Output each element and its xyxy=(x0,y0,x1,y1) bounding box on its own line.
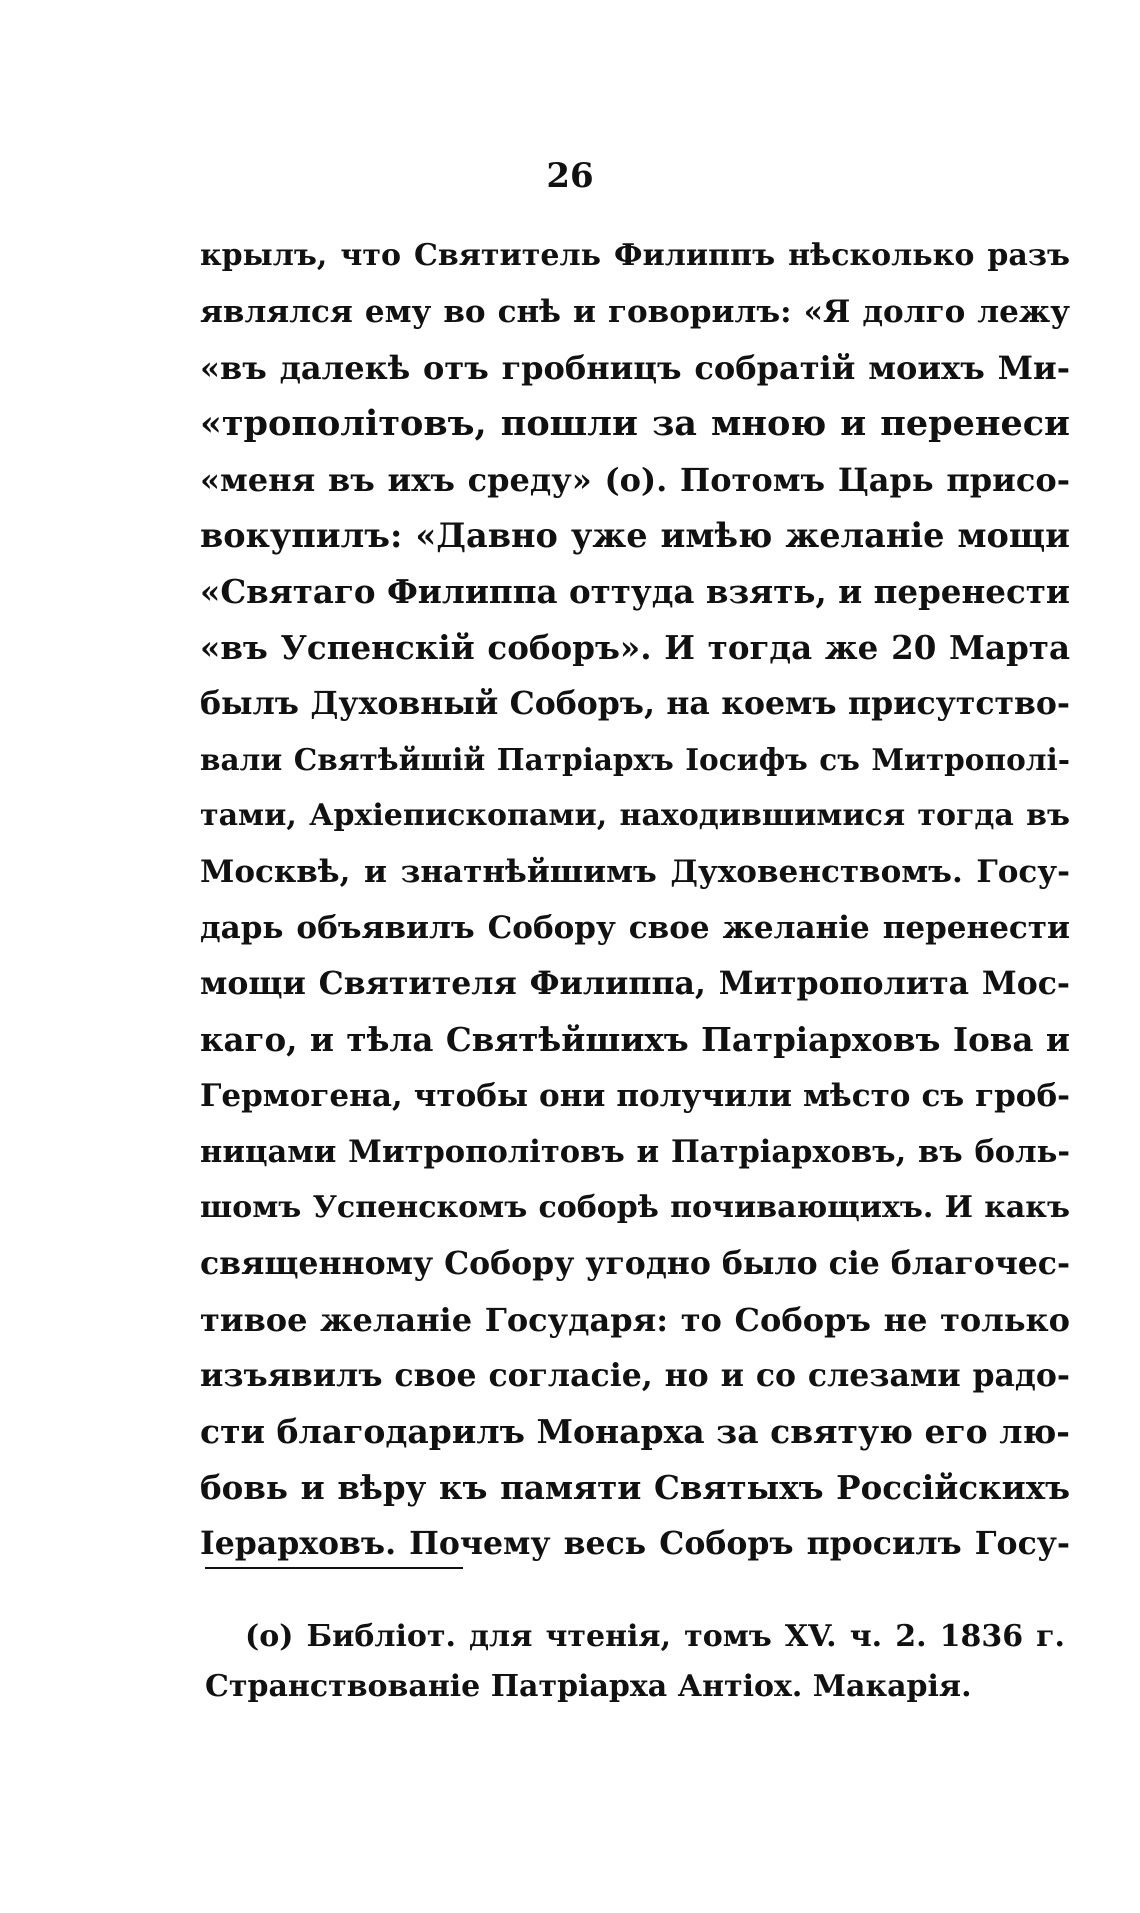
text-line: «въ Успенскій соборъ». И тогда же 20 Марта xyxy=(200,628,1070,667)
text-line: мощи Святителя Филиппа, Митрополита Мос- xyxy=(200,965,1070,1002)
page-number: 26 xyxy=(546,156,594,196)
text-line: «въ далекѣ отъ гробницъ собратій моихъ Ми- xyxy=(200,349,1070,387)
text-line: Гермогена, чтобы они получили мѣсто съ гроб- xyxy=(200,1078,1070,1114)
text-line: тами, Архіепископами, находившимися тогда въ xyxy=(200,798,1070,833)
text-line: священному Собору угодно было сіе благочес- xyxy=(200,1245,1071,1282)
text-line: дарь объявилъ Собору свое желаніе перенести xyxy=(200,910,1070,946)
text-line: сти благодарилъ Монарха за святую его лю- xyxy=(200,1412,1070,1451)
text-line: «меня въ ихъ среду» (о). Потомъ Царь присо- xyxy=(200,461,1070,499)
text-line: бовь и вѣру къ памяти Святыхъ Россійскихъ xyxy=(200,1468,1070,1507)
footnote-line: (о) Библіот. для чтенія, томъ XV. ч. 2. 1836 г. xyxy=(245,1619,1065,1654)
text-line: вокупилъ: «Давно уже имѣю желаніе мощи xyxy=(200,516,1070,555)
text-line: являлся ему во снѣ и говорилъ: «Я долго лежу xyxy=(200,294,1070,330)
text-line: «Святаго Филиппа оттуда взять, и перенести xyxy=(200,572,1070,611)
footnote-line: Странствованіе Патріарха Антіох. Макарія. xyxy=(205,1669,972,1704)
text-line: крылъ, что Святитель Филиппъ нѣсколько разъ xyxy=(200,238,1070,273)
text-line: каго, и тѣла Святѣйшихъ Патріарховъ Іова и xyxy=(200,1020,1070,1059)
footnote-separator xyxy=(205,1567,463,1569)
text-line: Іерарховъ. Почему весь Соборъ просилъ Госу- xyxy=(200,1525,1070,1562)
text-line: изъявилъ свое согласіе, но и со слезами радо- xyxy=(200,1357,1070,1394)
text-line: «трополітовъ, пошли за мною и перенеси xyxy=(200,403,1070,444)
text-line: вали Святѣйшій Патріархъ Іосифъ съ Митрополі- xyxy=(200,742,1070,777)
text-line: шомъ Успенскомъ соборѣ почивающихъ. И какъ xyxy=(200,1190,1070,1225)
text-line: былъ Духовный Соборъ, на коемъ присутство- xyxy=(200,685,1070,722)
text-line: ницами Митрополітовъ и Патріарховъ, въ боль- xyxy=(200,1134,1070,1170)
text-line: Москвѣ, и знатнѣйшимъ Духовенствомъ. Госу- xyxy=(200,854,1070,890)
text-line: тивое желаніе Государя: то Соборъ не только xyxy=(200,1301,1070,1339)
